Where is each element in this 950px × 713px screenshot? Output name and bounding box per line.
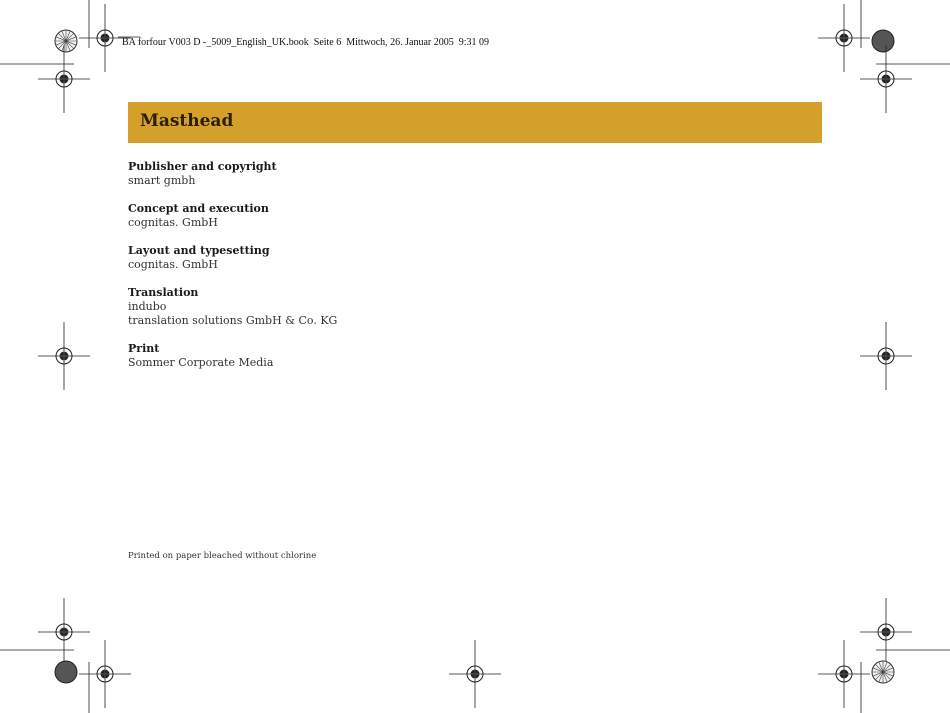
section-heading: Publisher and copyright <box>128 160 277 173</box>
section-line: smart gmbh <box>128 174 196 187</box>
section-publisher <box>128 160 628 188</box>
section-line: Sommer Corporate Media <box>128 356 274 369</box>
section-print <box>128 342 628 370</box>
section-line: cognitas. GmbH <box>128 258 218 271</box>
page-title: Masthead <box>140 111 234 131</box>
section-layout <box>128 244 628 272</box>
masthead-banner <box>128 102 822 143</box>
section-heading: Print <box>128 342 160 355</box>
masthead-content <box>128 160 628 384</box>
section-line: translation solutions GmbH & Co. KG <box>128 314 338 327</box>
section-line: cognitas. GmbH <box>128 216 218 229</box>
section-heading: Concept and execution <box>128 202 269 215</box>
section-heading: Layout and typesetting <box>128 244 270 257</box>
section-concept <box>128 202 628 230</box>
footnote: Printed on paper bleached without chlorine <box>128 551 317 561</box>
section-heading: Translation <box>128 286 199 299</box>
section-translation <box>128 286 628 328</box>
section-line: indubo <box>128 300 167 313</box>
file-header: BA forfour V003 D -_5009_English_UK.book Seite 6 Mittwoch, 26. Januar 2005 9:31 09 <box>122 37 490 48</box>
